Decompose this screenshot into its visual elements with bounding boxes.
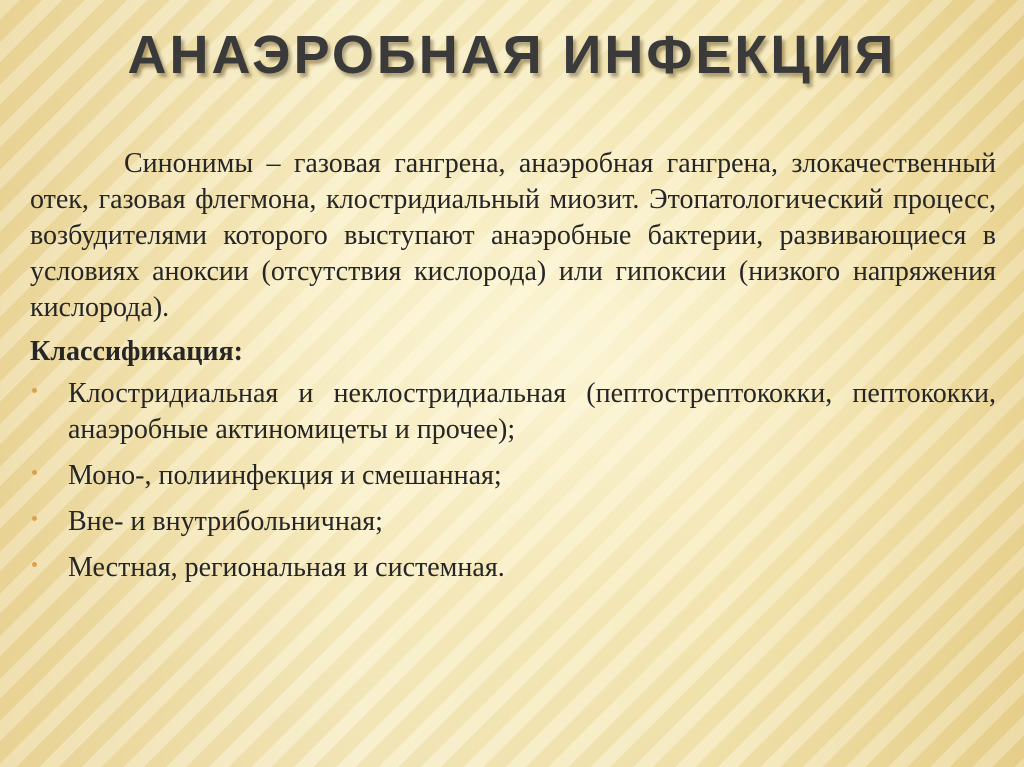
list-item	[30, 376, 996, 448]
bullet-dot-icon	[32, 388, 37, 393]
list-item-text: Клостридиальная и неклостридиальная (пептострептококки, пептококки, анаэробные актиномицеты и прочее);	[68, 378, 996, 445]
list-item	[30, 458, 996, 494]
slide-content	[30, 146, 996, 596]
list-item-text: Местная, региональная и системная.	[68, 552, 505, 583]
slide-title: АНАЭРОБНАЯ ИНФЕКЦИЯ	[127, 25, 897, 85]
classification-heading: Классификация:	[30, 336, 243, 367]
list-item	[30, 504, 996, 540]
classification-list	[30, 376, 996, 586]
bullet-dot-icon	[32, 562, 37, 567]
list-item-text: Моно-, полиинфекция и смешанная;	[68, 460, 502, 491]
list-item	[30, 550, 996, 586]
bullet-dot-icon	[32, 470, 37, 475]
bullet-dot-icon	[32, 516, 37, 521]
list-item-text: Вне- и внутрибольничная;	[68, 506, 383, 537]
intro-paragraph: Синонимы – газовая гангрена, анаэробная гангрена, злокачественный отек, газовая флегмона, клостридиальный миозит. Этопатологический процесс, возбудителями которого выступают анаэробные бактерии, развивающиеся в условиях аноксии (отсутствия кислорода) или гипоксии (низкого напряжения кислорода).	[30, 148, 996, 323]
